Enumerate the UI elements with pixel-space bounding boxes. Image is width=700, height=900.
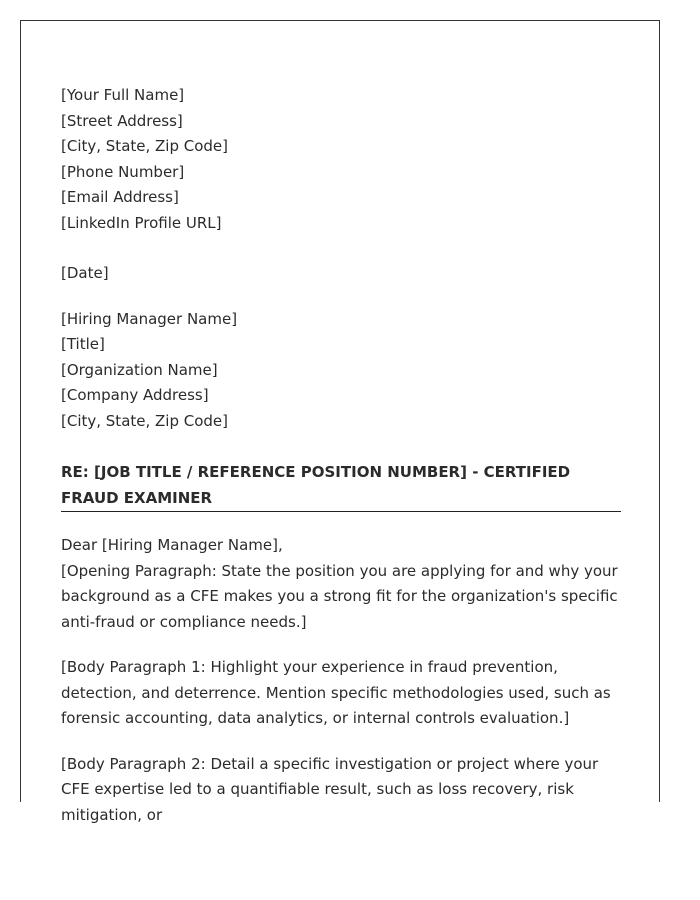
recipient-organization: [Organization Name] <box>61 360 218 379</box>
recipient-block <box>61 307 621 435</box>
subject-line: RE: [JOB TITLE / REFERENCE POSITION NUMBER] - CERTIFIED FRAUD EXAMINER <box>61 459 621 512</box>
body-paragraph-1: [Body Paragraph 1: Highlight your experience in fraud prevention, detection, and deterrence. Mention specific methodologies used, such as forensic accounting, data analytics, or internal controls evaluation.] <box>61 658 611 727</box>
letter-page <box>20 20 660 824</box>
salutation: Dear [Hiring Manager Name], <box>61 536 283 554</box>
sender-phone: [Phone Number] <box>61 162 185 181</box>
sender-city-state-zip: [City, State, Zip Code] <box>61 137 229 155</box>
letter-date: [Date] <box>61 264 109 282</box>
recipient-address: [Company Address] <box>61 386 209 404</box>
sender-linkedin: [LinkedIn Profile URL] <box>61 213 222 232</box>
letter-content <box>61 83 621 828</box>
sender-street: [Street Address] <box>61 111 183 130</box>
recipient-name: [Hiring Manager Name] <box>61 309 238 328</box>
recipient-title: [Title] <box>61 335 105 353</box>
sender-block <box>61 83 621 236</box>
opening-paragraph: [Opening Paragraph: State the position you are applying for and why your background as a CFE makes you a strong fit for the organization's specific anti-fraud or compliance needs.] <box>61 561 618 631</box>
sender-email: [Email Address] <box>61 188 179 206</box>
sender-name: [Your Full Name] <box>61 86 185 104</box>
recipient-city-state-zip: [City, State, Zip Code] <box>61 411 229 430</box>
body-paragraph-2: [Body Paragraph 2: Detail a specific investigation or project where your CFE expertise led to a quantifiable result, such as loss recovery, risk mitigation, or <box>61 754 599 824</box>
